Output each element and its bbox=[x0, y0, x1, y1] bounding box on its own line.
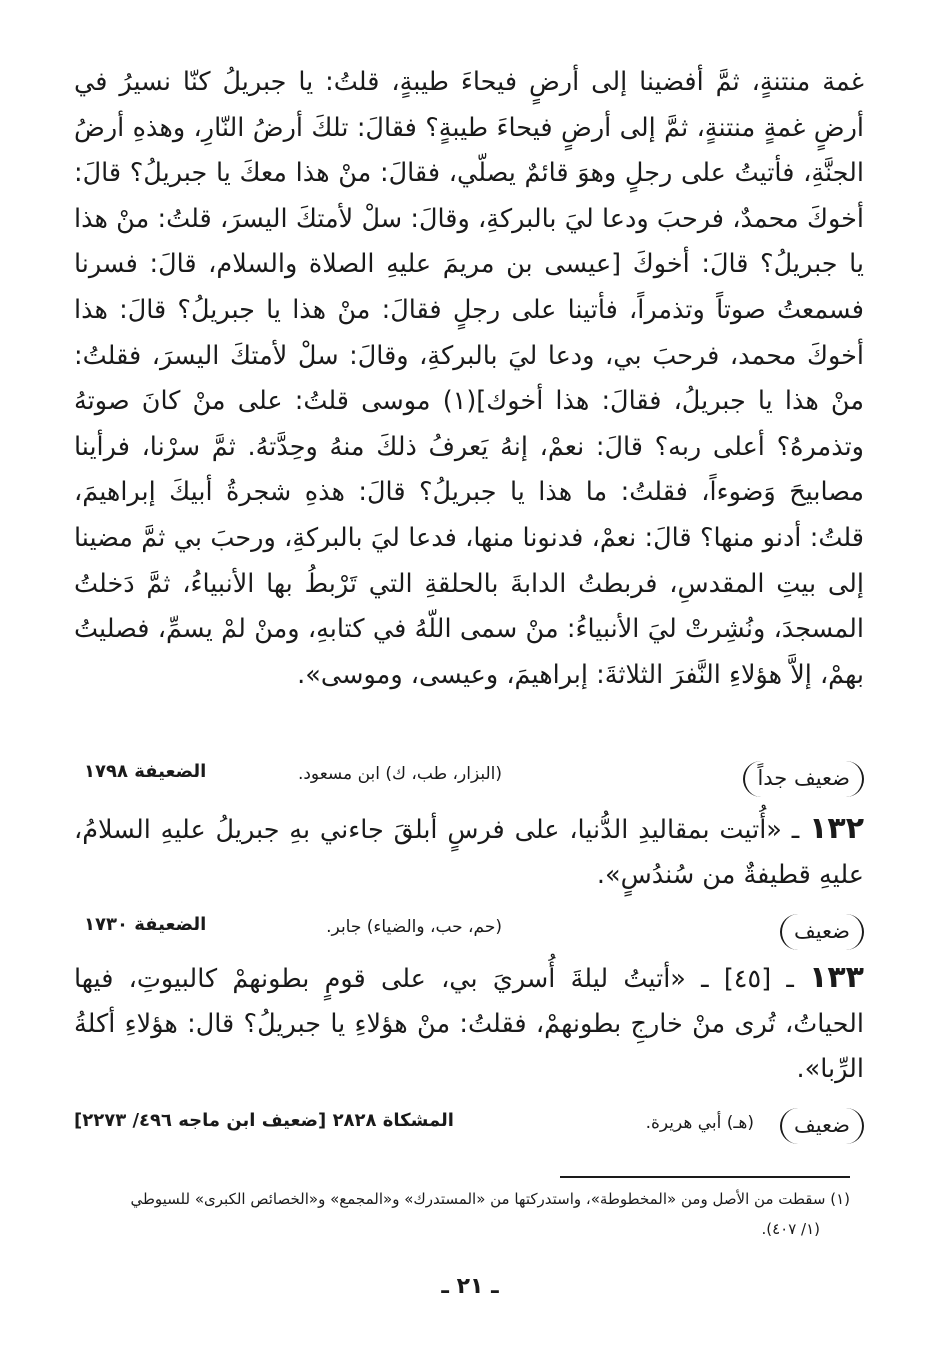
grade-row bbox=[74, 906, 864, 954]
hadith-number: ١٣٢ bbox=[809, 811, 865, 846]
hadith-text: «أُتيت بمقاليدِ الدُّنيا، على فرسٍ أبلقَ جاءني بهِ جبريلُ عليهِ السلامُ، عليهِ قطيفةٌ من سُندُسٍ». bbox=[74, 815, 864, 890]
hadith-prefix: ـ [٤٥] ـ bbox=[685, 964, 810, 994]
grade-label: ضعيف bbox=[780, 914, 864, 950]
hadith-133 bbox=[74, 955, 864, 1092]
grade-row bbox=[74, 753, 864, 801]
grade-reference: الضعيفة ١٧٩٨ bbox=[84, 761, 207, 782]
hadith-prefix: ـ bbox=[781, 815, 810, 845]
footnote bbox=[120, 1184, 850, 1244]
grade-sources: (هـ) أبي هريرة. bbox=[645, 1113, 754, 1133]
grade-reference: الضعيفة ١٧٣٠ bbox=[84, 914, 207, 935]
footnote-line: (١) سقطت من الأصل ومن «المخطوطة»، واستدركتها من «المستدرك» و«المجمع» و«الخصائص الكبرى» للسيوطي bbox=[130, 1190, 850, 1208]
footnote-divider bbox=[560, 1176, 850, 1178]
footnote-line: (١/ ٤٠٧). bbox=[761, 1220, 820, 1238]
hadith-number: ١٣٣ bbox=[809, 960, 864, 995]
hadith-131-continuation: غمة منتنةٍ، ثمَّ أفضينا إلى أرضٍ فيحاءَ طيبةٍ، قلتُ: يا جبريلُ كنّا نسيرُ في أرضٍ غمةٍ منتنةٍ، ثمَّ إلى أرضٍ فيحاءَ طيبةٍ؟ فقالَ: تلكَ أرضُ النّارِ، وهذهِ أرضُ الجنَّةِ، فأتيتُ على رجلٍ وهوَ قائمٌ يصلّي، فقالَ: منْ هذا معكَ يا جبريلُ؟ قالَ: أخوكَ محمدٌ، فرحبَ ودعا ليَ بالبركةِ، وقالَ: سلْ لأمتكَ اليسرَ، قلتُ: منْ هذا يا جبريلُ؟ قالَ: أخوكَ [عيسى بن مريمَ عليهِ الصلاة والسلام، قالَ: فسرنا فسمعتُ صوتاً وتذمراً، فأتينا على رجلٍ فقالَ: منْ هذا يا جبريلُ؟ قالَ: هذا أخوكَ محمد، فرحبَ بي، ودعا ليَ بالبركةِ، وقالَ: سلْ لأمتكَ اليسرَ، فقلتُ: منْ هذا يا جبريلُ، فقالَ: هذا أخوك](١) موسى قلتُ: على منْ كانَ صوتهُ وتذمرهُ؟ أعلى ربه؟ قالَ: نعمْ، إنهُ يَعرفُ ذلكَ منهُ وحِدَّتهُ. ثمَّ سرْنا، فرأينا مصابيحَ وَضوءاً، فقلتُ: ما هذا يا جبريلُ؟ قالَ: هذهِ شجرةُ أبيكَ إبراهيمَ، قلتُ: أدنو منها؟ قالَ: نعمْ، فدنونا منها، فدعا ليَ بالبركةِ، ورحبَ بي ثمَّ مضينا إلى بيتِ المقدسِ، فربطتُ الدابةَ بالحلقةِ التي تَرْبطُ بها الأنبياءُ، ثمَّ دَخلتُ المسجدَ، ونُشِرتْ ليَ الأنبياءُ: منْ سمى اللّهُ في كتابهِ، ومنْ لمْ يسمِّ، فصليتُ بهمْ، إلاَّ هؤلاءِ النَّفرَ الثلاثةَ: إبراهيمَ، وعيسى، وموسى». bbox=[74, 67, 864, 690]
grade-label: ضعيف bbox=[780, 1108, 864, 1144]
grade-sources: (البزار، طب، ك) ابن مسعود. bbox=[297, 764, 502, 784]
hadith-text: «أتيتُ ليلةَ أُسريَ بي، على قومٍ بطونهمْ كالبيوتِ، فيها الحياتُ، تُرى منْ خارجِ بطونهمْ، فقلتُ: منْ هؤلاءِ يا جبريلُ؟ قال: هؤلاءِ أكلةُ الرِّبا». bbox=[74, 964, 864, 1084]
grade-reference: المشكاة ٢٨٢٨ [ضعيف ابن ماجه ٤٩٦/ ٢٢٧٣] bbox=[74, 1110, 454, 1131]
grade-row bbox=[74, 1100, 864, 1148]
grade-label: ضعيف جداً bbox=[743, 761, 864, 797]
page-number: ـ ٢١ ـ bbox=[441, 1274, 499, 1299]
grade-sources: (حم، حب، والضياء) جابر. bbox=[326, 917, 502, 937]
hadith-132 bbox=[74, 806, 864, 898]
